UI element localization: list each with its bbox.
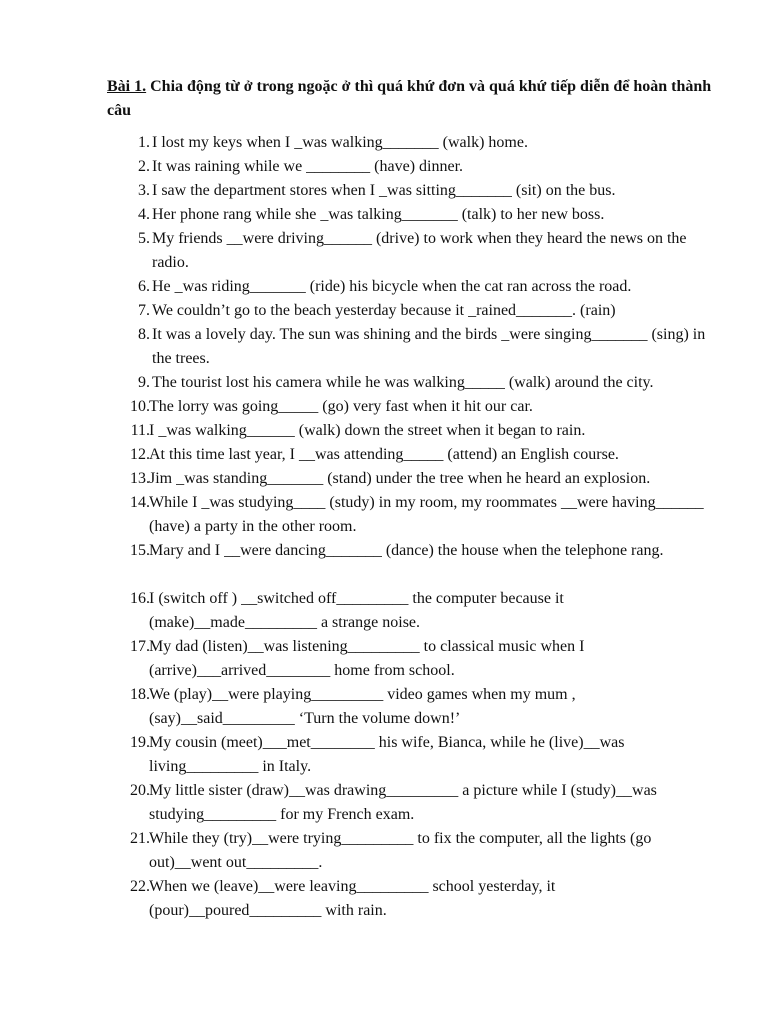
exercise-item	[0, 131, 768, 155]
item-number: 9.	[138, 374, 150, 391]
exercise-item	[0, 539, 768, 587]
exercise-item	[0, 179, 768, 203]
exercise-item	[0, 683, 768, 731]
item-number: 11.	[130, 422, 150, 439]
exercise-item	[0, 467, 768, 491]
item-number: 7.	[138, 302, 150, 319]
item-number: 19.	[130, 734, 150, 751]
exercise-instruction: Chia động từ ở trong ngoặc ở thì quá khứ đơn và quá khứ tiếp diễn để hoàn thành câu	[107, 78, 712, 119]
exercise-item	[0, 323, 768, 371]
exercise-item	[0, 635, 768, 683]
item-number: 5.	[138, 230, 150, 247]
item-text: At this time last year, I __was attending_____ (attend) an English course.	[149, 446, 619, 463]
item-text: My friends __were driving______ (drive) to work when they heard the news on the radio.	[152, 230, 687, 271]
exercise-item	[0, 779, 768, 827]
item-text: I saw the department stores when I _was sitting_______ (sit) on the bus.	[152, 182, 616, 199]
item-text: I _was walking______ (walk) down the street when it began to rain.	[149, 422, 586, 439]
item-number: 15.	[130, 542, 150, 559]
item-number: 3.	[138, 182, 150, 199]
item-text: We couldn’t go to the beach yesterday because it _rained_______. (rain)	[152, 302, 616, 319]
exercise-item	[0, 155, 768, 179]
exercise-item	[0, 371, 768, 395]
item-text: It was raining while we ________ (have) dinner.	[152, 158, 464, 175]
exercise-heading	[107, 75, 727, 123]
item-text: My cousin (meet)___met________ his wife, Bianca, while he (live)__was living_________ in Italy.	[149, 734, 625, 775]
item-text: While they (try)__were trying_________ to fix the computer, all the lights (go out)__went out_________.	[149, 830, 652, 871]
exercise-item	[0, 227, 768, 275]
item-text: My little sister (draw)__was drawing_________ a picture while I (study)__was studying_________ for my French exam.	[149, 782, 657, 823]
exercise-item	[0, 203, 768, 227]
item-text: My dad (listen)__was listening_________ to classical music when I (arrive)___arrived________ home from school.	[149, 638, 585, 679]
exercise-item	[0, 275, 768, 299]
item-text: The tourist lost his camera while he was walking_____ (walk) around the city.	[152, 374, 654, 391]
item-text: While I _was studying____ (study) in my room, my roommates __were having______ (have) a party in the other room.	[149, 494, 704, 535]
exercise-item	[0, 827, 768, 875]
item-number: 18.	[130, 686, 150, 703]
item-text: When we (leave)__were leaving_________ school yesterday, it (pour)__poured_________ with rain.	[149, 878, 556, 919]
item-number: 21.	[130, 830, 150, 847]
item-number: 8.	[138, 326, 150, 343]
exercise-item	[0, 731, 768, 779]
exercise-item	[0, 395, 768, 419]
item-number: 1.	[138, 134, 150, 151]
exercise-item	[0, 443, 768, 467]
item-number: 14.	[130, 494, 150, 511]
exercise-item	[0, 491, 768, 539]
exercise-item	[0, 419, 768, 443]
item-number: 16.	[130, 590, 150, 607]
item-number: 17.	[130, 638, 150, 655]
item-number: 10.	[130, 398, 150, 415]
exercise-item	[0, 299, 768, 323]
item-text: I (switch off ) __switched off_________ the computer because it (make)__made_________ a strange noise.	[149, 590, 564, 631]
item-number: 13.	[130, 470, 150, 487]
item-number: 12.	[130, 446, 150, 463]
exercise-label: Bài 1.	[107, 78, 147, 95]
item-number: 20.	[130, 782, 150, 799]
item-text: Mary and I __were dancing_______ (dance) the house when the telephone rang.	[149, 542, 664, 559]
item-text: I lost my keys when I _was walking_______ (walk) home.	[152, 134, 528, 151]
item-text: The lorry was going_____ (go) very fast when it hit our car.	[149, 398, 533, 415]
item-text: It was a lovely day. The sun was shining and the birds _were singing_______ (sing) in the trees.	[152, 326, 706, 367]
exercise-item	[0, 587, 768, 635]
item-text: Her phone rang while she _was talking_______ (talk) to her new boss.	[152, 206, 605, 223]
exercise-list	[0, 131, 768, 923]
item-number: 4.	[138, 206, 150, 223]
item-text: He _was riding_______ (ride) his bicycle when the cat ran across the road.	[152, 278, 632, 295]
item-number: 2.	[138, 158, 150, 175]
item-text: Jim _was standing_______ (stand) under the tree when he heard an explosion.	[149, 470, 651, 487]
item-number: 22.	[130, 878, 150, 895]
exercise-item	[0, 875, 768, 923]
item-text: We (play)__were playing_________ video games when my mum , (say)__said_________ ‘Turn the volume down!’	[149, 686, 576, 727]
item-number: 6.	[138, 278, 150, 295]
